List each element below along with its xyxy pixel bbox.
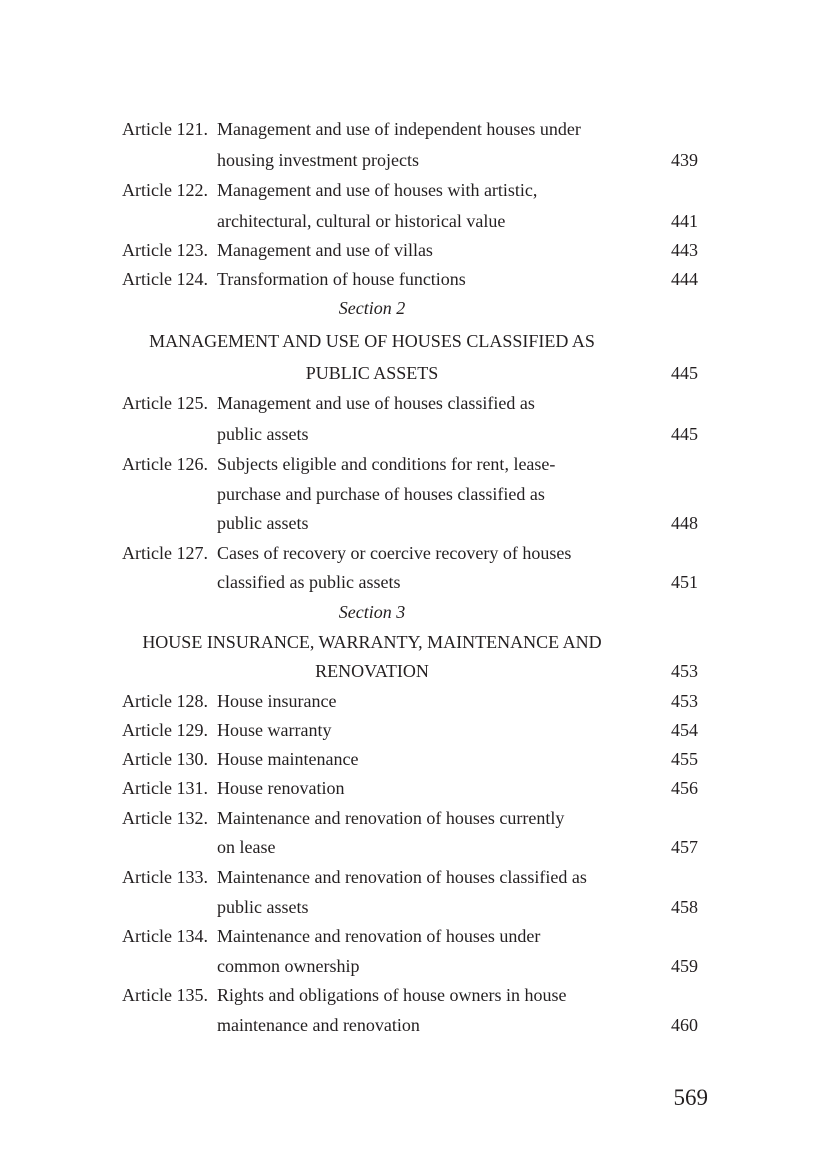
toc-entry-article-132 (0, 803, 822, 833)
page-number: 453 (671, 661, 698, 681)
article-label: Article 134. (122, 926, 208, 946)
section-title: PUBLIC ASSETS (305, 363, 439, 383)
article-title-line: House renovation (217, 778, 345, 798)
page-number: 439 (671, 150, 698, 170)
toc-entry-article-127-cont (0, 567, 822, 597)
article-title-line: maintenance and renovation (217, 1015, 420, 1035)
page-number: 445 (671, 424, 698, 444)
article-title-line: Management and use of villas (217, 240, 433, 260)
article-title-line: House insurance (217, 691, 337, 711)
article-title-line: common ownership (217, 956, 360, 976)
article-title-line: on lease (217, 837, 276, 857)
article-label: Article 123. (122, 240, 208, 260)
section-2-title-line-cont (0, 358, 822, 388)
toc-entry-article-125-cont (0, 419, 822, 449)
section-3-title-line-cont (0, 656, 822, 686)
toc-entry-article-131 (0, 773, 822, 803)
section-2-label-line (0, 293, 822, 323)
article-label: Article 126. (122, 454, 208, 474)
toc-entry-article-121-cont (0, 145, 822, 175)
article-title-line: Rights and obligations of house owners in house (217, 985, 567, 1005)
article-label: Article 129. (122, 720, 208, 740)
article-label: Article 124. (122, 269, 208, 289)
article-title-line: Management and use of houses classified as (217, 393, 535, 413)
article-title-line: classified as public assets (217, 572, 401, 592)
article-title-line: Management and use of independent houses under (217, 119, 581, 139)
page-number: 453 (671, 691, 698, 711)
folio-page-number: 569 (673, 1085, 708, 1110)
article-title-line: Cases of recovery or coercive recovery of houses (217, 543, 572, 563)
toc-entry-article-129 (0, 715, 822, 745)
page-number: 443 (671, 240, 698, 260)
page-number: 451 (671, 572, 698, 592)
article-title-line: public assets (217, 897, 309, 917)
toc-entry-article-125 (0, 388, 822, 418)
toc-entry-article-121 (0, 114, 822, 144)
article-title-line: public assets (217, 424, 309, 444)
toc-entry-article-133-cont (0, 892, 822, 922)
toc-entry-article-126-cont2 (0, 508, 822, 538)
article-label: Article 131. (122, 778, 208, 798)
article-label: Article 121. (122, 119, 208, 139)
page-number: 460 (671, 1015, 698, 1035)
section-label: Section 2 (338, 298, 406, 318)
page-number: 445 (671, 363, 698, 383)
page-number: 448 (671, 513, 698, 533)
page-number: 456 (671, 778, 698, 798)
toc-entry-article-126 (0, 449, 822, 479)
article-title-line: House warranty (217, 720, 332, 740)
article-label: Article 130. (122, 749, 208, 769)
toc-entry-article-123 (0, 235, 822, 265)
toc-entry-article-132-cont (0, 832, 822, 862)
article-title-line: housing investment projects (217, 150, 419, 170)
article-label: Article 133. (122, 867, 208, 887)
page-number: 441 (671, 211, 698, 231)
page-number: 444 (671, 269, 698, 289)
toc-entry-article-134 (0, 921, 822, 951)
section-title: MANAGEMENT AND USE OF HOUSES CLASSIFIED AS (149, 331, 595, 351)
toc-entry-article-127 (0, 538, 822, 568)
toc-entry-article-133 (0, 862, 822, 892)
article-label: Article 125. (122, 393, 208, 413)
toc-entry-article-134-cont (0, 951, 822, 981)
article-title-line: Maintenance and renovation of houses currently (217, 808, 565, 828)
article-title-line: Subjects eligible and conditions for rent, lease- (217, 454, 556, 474)
article-title-line: Maintenance and renovation of houses under (217, 926, 541, 946)
article-label: Article 127. (122, 543, 208, 563)
page-number: 459 (671, 956, 698, 976)
toc-entry-article-124 (0, 264, 822, 294)
section-3-label-line (0, 597, 822, 627)
toc-entry-article-135 (0, 980, 822, 1010)
article-title-line: House maintenance (217, 749, 359, 769)
section-label: Section 3 (338, 602, 406, 622)
toc-entry-article-128 (0, 686, 822, 716)
page-number: 454 (671, 720, 698, 740)
article-title-line: purchase and purchase of houses classified as (217, 484, 545, 504)
page-number: 457 (671, 837, 698, 857)
article-title-line: architectural, cultural or historical value (217, 211, 506, 231)
article-title-line: public assets (217, 513, 309, 533)
toc-entry-article-130 (0, 744, 822, 774)
article-label: Article 135. (122, 985, 208, 1005)
toc-entry-article-122 (0, 175, 822, 205)
article-label: Article 132. (122, 808, 208, 828)
toc-entry-article-135-cont (0, 1010, 822, 1040)
toc-entry-article-126-cont (0, 479, 822, 509)
section-2-title-line (0, 326, 822, 356)
section-title: RENOVATION (315, 661, 429, 681)
article-title-line: Transformation of house functions (217, 269, 466, 289)
article-label: Article 128. (122, 691, 208, 711)
page-number: 455 (671, 749, 698, 769)
section-title: HOUSE INSURANCE, WARRANTY, MAINTENANCE AND (142, 632, 602, 652)
section-3-title-line (0, 627, 822, 657)
page-number: 458 (671, 897, 698, 917)
article-label: Article 122. (122, 180, 208, 200)
article-title-line: Management and use of houses with artistic, (217, 180, 538, 200)
article-title-line: Maintenance and renovation of houses classified as (217, 867, 587, 887)
toc-entry-article-122-cont (0, 206, 822, 236)
